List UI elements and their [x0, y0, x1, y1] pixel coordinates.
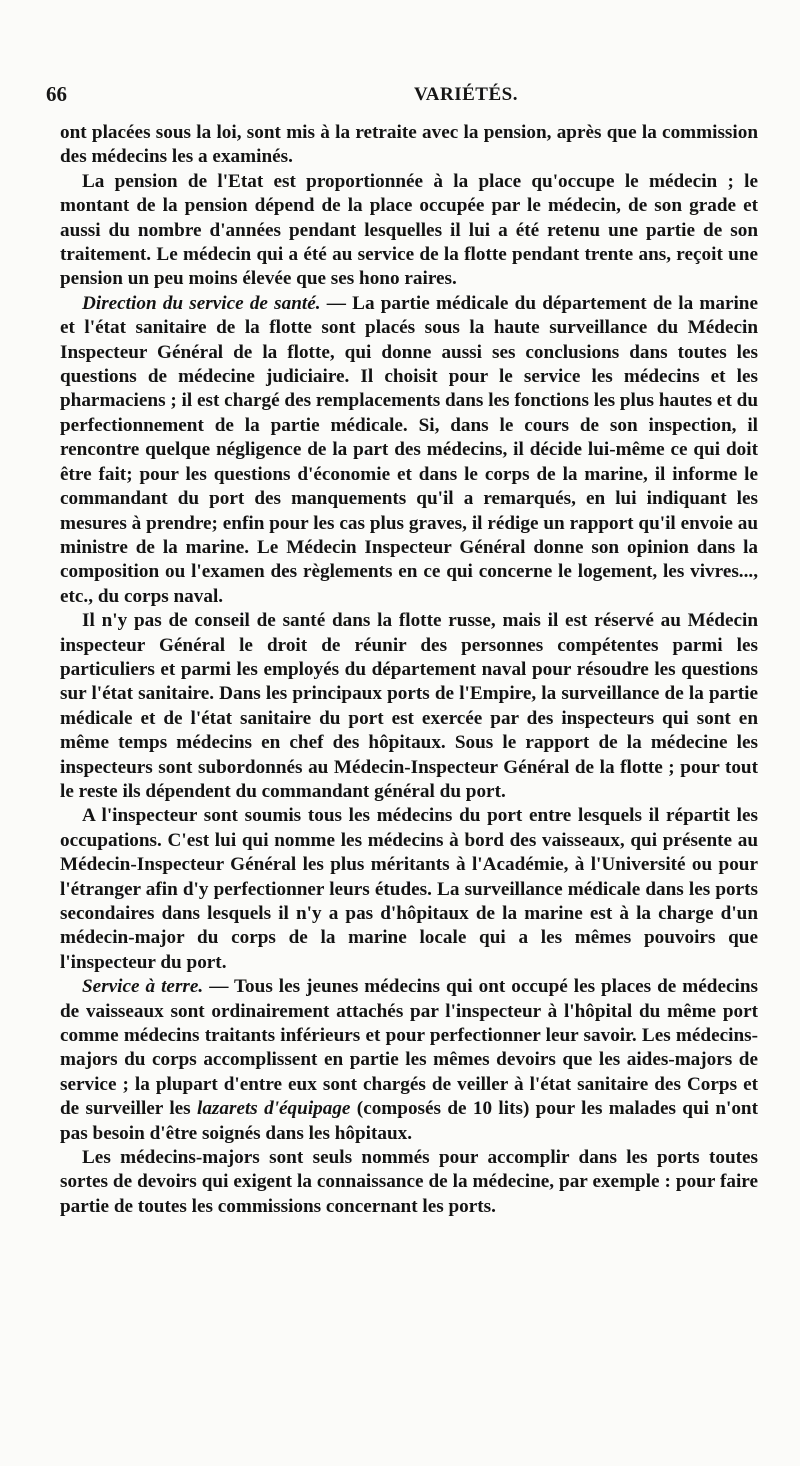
- italic-term: lazarets d'équipage: [197, 1098, 351, 1120]
- paragraph-text: — La partie médicale du département de la marine et l'état sanitaire de la flotte sont placés sous la haute surveillance du Médecin Inspecteur Général de la flotte, qui donne aussi ses conclusions dans toutes les questions de médecine judiciaire. Il choisit pour le service les médecins et les pharmaciens ; il est chargé des remplacements dans les fonctions les plus hautes et du perfectionnement de la partie médicale. Si, dans le cours de son inspection, il rencontre quelque négligence de la part des médecins, il décide lui-même ce qui doit être fait; pour les questions d'économie et dans le corps de la marine, il informe le commandant du port des manquements qu'il a remarqués, en lui indiquant les mesures à prendre; enfin pour les cas plus graves, il rédige un rapport qu'il envoie au ministre de la marine. Le Médecin Inspecteur Général donne son opinion dans la composition ou l'examen des règlements en ce qui concerne le logement, les vivres..., etc., du corps naval.: [60, 292, 758, 607]
- paragraph-text-tail: (composés de 10 lits) pour les malades qui n'ont pas besoin d'être soignés dans les hôpitaux.: [60, 1098, 758, 1144]
- paragraph: [60, 170, 758, 292]
- paragraph-text: A l'inspecteur sont soumis tous les médecins du port entre lesquels il répartit les occupations. C'est lui qui nomme les médecins à bord des vaisseaux, qui présente au Médecin-Inspecteur Général les plus méritants à l'Académie, à l'Université ou pour l'étranger afin d'y perfectionner leurs études. La surveillance médicale dans les ports secondaires dans lesquels il n'y a pas d'hôpitaux de la marine est à la charge d'un médecin-major du corps de la marine locale qui a les mêmes pouvoirs que l'inspecteur du port.: [60, 805, 758, 973]
- running-title: VARIÉTÉS.: [414, 84, 518, 105]
- paragraph: [60, 804, 758, 975]
- section-heading: Direction du service de santé.: [82, 292, 321, 314]
- paragraph-text: Les médecins-majors sont seuls nommés pour accomplir dans les ports toutes sortes de devoirs qui exigent la connaissance de la médecine, par exemple : pour faire partie de toutes les commissions concernant les ports.: [60, 1147, 758, 1217]
- body-text: [60, 121, 758, 1219]
- paragraph: [60, 292, 758, 609]
- page-number: 66: [46, 82, 67, 106]
- paragraph-text: La pension de l'Etat est proportionnée à la place qu'occupe le médecin ; le montant de la pension dépend de la place occupée par le médecin, de son grade et aussi du nombre d'années pendant lesquelles il lui a été retenu une partie de son traitement. Le médecin qui a été au service de la flotte pendant trente ans, reçoit une pension un peu moins élevée que ses hono raires.: [60, 170, 758, 290]
- paragraph: [60, 609, 758, 804]
- paragraph-text: — Tous les jeunes médecins qui ont occupé les places de médecins de vaisseaux sont ordinairement attachés par l'inspecteur à l'hôpital du même port comme médecins traitants inférieurs et pour perfectionner leur savoir. Les médecins-majors du corps accomplissent en partie les mêmes devoirs que les aides-majors de service ; la plupart d'entre eux sont chargés de veiller à l'état sanitaire des Corps et de surveiller les: [60, 976, 758, 1120]
- paragraph-text: ont placées sous la loi, sont mis à la retraite avec la pension, après que la commission des médecins les a examinés.: [60, 122, 758, 168]
- paragraph: [60, 1146, 758, 1219]
- section-heading: Service à terre.: [82, 976, 204, 998]
- paragraph-text: Il n'y pas de conseil de santé dans la flotte russe, mais il est réservé au Médecin inspecteur Général le droit de réunir des personnes compétentes parmi les particuliers et parmi les employés du département naval pour résoudre les questions sur l'état sanitaire. Dans les principaux ports de l'Empire, la surveillance de la partie médicale et de l'état sanitaire du port est exercée par des inspecteurs qui sont en même temps médecins en chef des hôpitaux. Sous le rapport de la médecine les inspecteurs sont subordonnés au Médecin-Inspecteur Général de la flotte ; pour tout le reste ils dépendent du commandant général du port.: [60, 610, 758, 802]
- paragraph: [60, 975, 758, 1146]
- paragraph: [60, 121, 758, 170]
- page-header: [46, 82, 760, 112]
